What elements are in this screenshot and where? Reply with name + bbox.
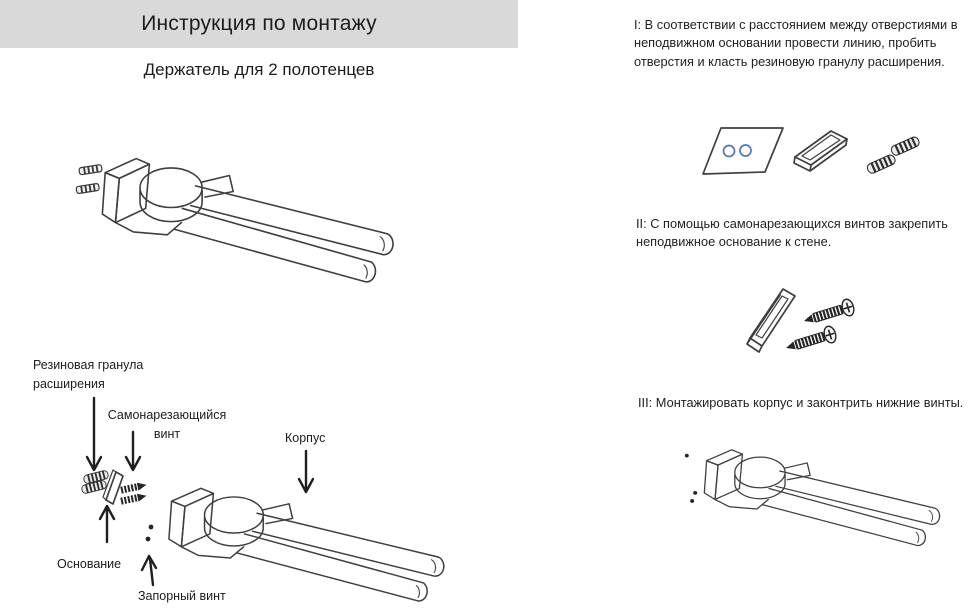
drill-holes — [724, 145, 752, 157]
step1-text: I: В соответствии с расстоянием между отверстиями в неподвижном основании провести линию, пробить отверстия и класть резиновую гранулу расширения. — [634, 17, 958, 69]
holder-body-line-art — [704, 450, 939, 546]
exploded-view-drawing — [52, 458, 452, 608]
label-self-tapping-screw: Самонарезающийся винт — [107, 408, 227, 441]
holder-mounting-screws — [76, 164, 102, 193]
wall-plate — [703, 128, 783, 174]
base-frame — [794, 131, 847, 171]
locking-screw-dots — [146, 525, 154, 542]
dowel-icon — [866, 154, 897, 175]
page-title: Инструкция по монтажу — [141, 12, 377, 35]
step2-text: II: С помощью самонарезающихся винтов закрепить неподвижное основание к стене. — [636, 216, 948, 250]
step1-illustration — [688, 112, 944, 204]
assembled-holder-drawing — [76, 147, 396, 284]
locking-screw-dots — [685, 454, 697, 503]
holder-body-line-art — [169, 488, 444, 601]
screw-insert-icon — [121, 481, 147, 494]
product-subtitle: Держатель для 2 полотенцев — [143, 60, 375, 79]
base-frame — [747, 289, 795, 352]
step3-text: III: Монтажировать корпус и законтрить нижние винты. — [638, 395, 964, 410]
label-body: Корпус — [285, 431, 326, 445]
label-base: Основание — [57, 557, 122, 571]
title-bar — [0, 0, 518, 48]
dowel-icon — [890, 136, 921, 157]
tapping-screw-icon — [784, 325, 838, 356]
tapping-screw-icon — [802, 298, 856, 329]
label-locking-screw: Запорный винт — [138, 589, 226, 603]
step2-illustration — [738, 280, 906, 368]
label-rubber-expansion-dowel: Резиновая гранула расширения — [33, 358, 144, 391]
screw-insert-icon — [121, 492, 147, 505]
step3-illustration — [683, 441, 942, 547]
holder-body-line-art — [102, 159, 393, 282]
